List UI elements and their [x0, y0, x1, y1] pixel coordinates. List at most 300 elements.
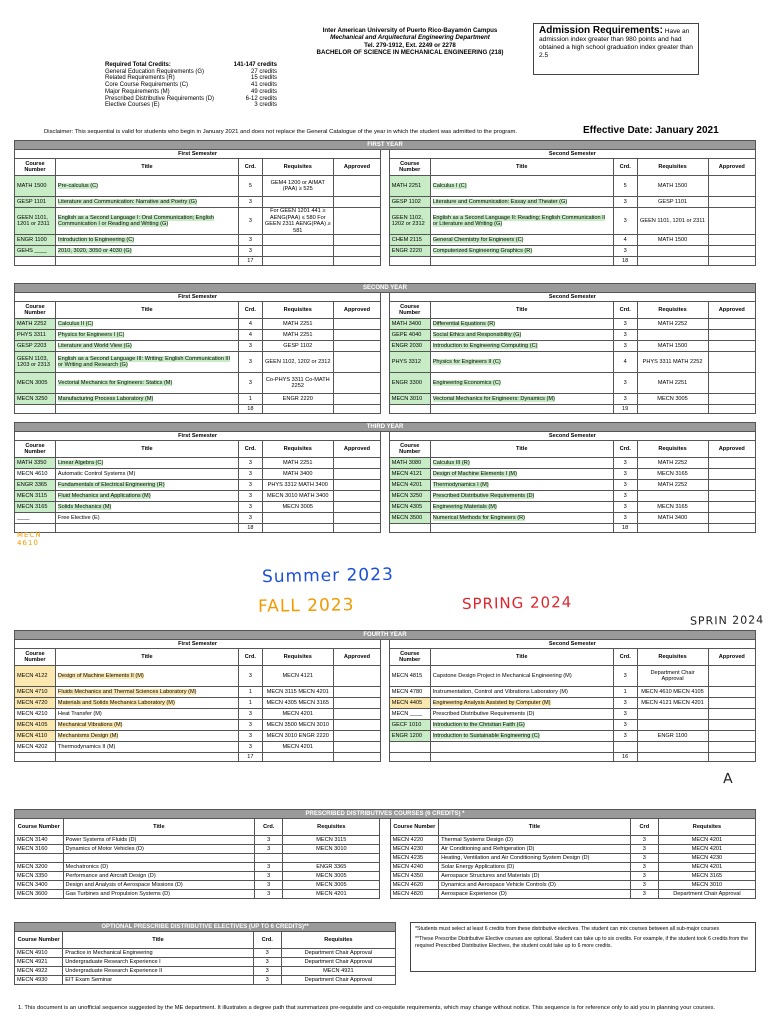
course-row [15, 176, 756, 197]
course-number: MECN 4820 [390, 890, 439, 899]
column-header: Crd. [255, 819, 283, 836]
course-row [15, 502, 756, 513]
course-row [15, 352, 756, 373]
column-gap [381, 246, 390, 257]
course-title-highlight: Manufacturing Process Laboratory (M) [57, 395, 154, 402]
approved-cell [333, 458, 380, 469]
course-requisites [262, 246, 333, 257]
course-requisites: MECN 3010 [283, 845, 380, 854]
total-blank [430, 257, 613, 266]
course-requisites: MECN 4201 [262, 742, 333, 753]
course-title [430, 513, 613, 524]
course-title-highlight: Introduction to Sustainable Engineering (C) [432, 732, 540, 739]
course-title [55, 720, 238, 731]
credit-value: 15 credits [250, 75, 277, 82]
course-number: MECN 4202 [15, 742, 56, 753]
course-credits: 4 [613, 352, 637, 373]
credit-value: 27 credits [250, 68, 277, 75]
column-header: Crd. [253, 932, 281, 949]
course-title: Heat Transfer (M) [55, 709, 238, 720]
column-header: Course Number [15, 649, 56, 666]
course-credits: 3 [613, 246, 637, 257]
department-name: Mechanical and Arquitectural Engineering Department [330, 34, 490, 42]
course-number: GESP 1102 [389, 197, 430, 208]
first-semester-label: First Semester [15, 150, 381, 159]
course-credits: 3 [613, 731, 637, 742]
course-number: MECN 4921 [15, 958, 63, 967]
course-number: MECN 4922 [15, 967, 63, 976]
course-title [55, 341, 238, 352]
course-title-highlight: Design of Machine Elements II (M) [57, 672, 144, 679]
column-gap [381, 720, 390, 731]
course-title-highlight: Vectorial Mechanics for Engineers: Dynamics (M) [432, 395, 555, 402]
course-number: MECN 3200 [15, 863, 64, 872]
course-requisites: PHYS 3311 MATH 2252 [637, 352, 708, 373]
total-blank [333, 405, 380, 414]
column-header: Course Number [389, 159, 430, 176]
course-title: Capstone Design Project in Mechanical Engineering (M) [430, 666, 613, 687]
course-title [430, 502, 613, 513]
approved-cell [333, 319, 380, 330]
course-title [63, 854, 255, 863]
column-gap [381, 432, 390, 441]
column-header: Approved [333, 302, 380, 319]
course-title [430, 208, 613, 235]
column-gap [380, 854, 390, 863]
course-credits: 3 [239, 513, 263, 524]
course-credits: 1 [239, 687, 263, 698]
totals-row [15, 405, 756, 414]
course-requisites: PHYS 3312 MATH 3400 [262, 480, 333, 491]
course-title-highlight: English as a Second Language II: Reading; English Communication II or Literature and Writing (G) [432, 214, 606, 227]
course-title [55, 666, 238, 687]
approved-cell [333, 698, 380, 709]
column-header: Course Number [390, 819, 439, 836]
course-credits: 3 [239, 709, 263, 720]
column-header: Crd. [613, 441, 637, 458]
approved-cell [708, 742, 755, 753]
course-row [15, 197, 756, 208]
institution-header [290, 27, 530, 56]
course-credits: 3 [613, 698, 637, 709]
total-blank [15, 753, 56, 762]
course-requisites: MECN 4201 [262, 709, 333, 720]
year-title: FIRST YEAR [15, 141, 756, 150]
course-number: MECN ____ [389, 709, 430, 720]
course-credits: 3 [630, 845, 658, 854]
course-title [55, 319, 238, 330]
column-header: Approved [708, 649, 755, 666]
year-title: SECOND YEAR [15, 284, 756, 293]
column-header: Crd. [239, 159, 263, 176]
year-bar-row [15, 284, 756, 293]
column-gap [381, 302, 390, 319]
course-credits: 3 [239, 373, 263, 394]
course-requisites: MECN 4201 [658, 845, 755, 854]
column-gap [380, 845, 390, 854]
column-header: Approved [708, 441, 755, 458]
course-requisites: ENGR 1100 [637, 731, 708, 742]
course-requisites: MATH 2251 [262, 330, 333, 341]
course-credits: 3 [239, 458, 263, 469]
approved-cell [708, 687, 755, 698]
course-requisites [637, 709, 708, 720]
course-title-highlight: Thermodynamics I (M) [432, 481, 489, 488]
course-requisites [637, 330, 708, 341]
total-blank [708, 405, 755, 414]
optional-row [15, 958, 396, 967]
disclaimer: Disclaimer: This sequential is valid for students who begin in January 2021 and does not replace the General Catalogue of the year in which the student was admitted to the program. [44, 129, 518, 135]
column-header: Requisites [658, 819, 755, 836]
column-header: Title [55, 441, 238, 458]
approved-cell [708, 319, 755, 330]
semester-total: 18 [239, 405, 263, 414]
total-blank [55, 405, 238, 414]
course-title [55, 491, 238, 502]
year-bar-row [15, 631, 756, 640]
course-requisites: MECN 4305 MECN 3165 [262, 698, 333, 709]
course-credits: 3 [255, 863, 283, 872]
column-gap [381, 441, 390, 458]
total-blank [262, 524, 333, 533]
approved-cell [333, 352, 380, 373]
course-number: MECN 4122 [15, 666, 56, 687]
column-header: Requisites [637, 159, 708, 176]
note-1: *Students must select at least 6 credits from these distributive electives. The student can mix courses between all sub-major courses [415, 926, 720, 932]
column-gap [381, 709, 390, 720]
course-credits: 3 [613, 330, 637, 341]
course-requisites: GEM4 1200 or AIMAT (PAA) ≥ 525 [262, 176, 333, 197]
course-number: MECN 4230 [390, 845, 439, 854]
column-gap [381, 293, 390, 302]
course-number: MECN 4780 [389, 687, 430, 698]
course-number: ENGR 2220 [389, 246, 430, 257]
optional-row [15, 976, 396, 985]
handwritten-margin-note: MECN 4610 [16, 530, 42, 548]
fourth-year-table [14, 630, 756, 762]
total-blank [430, 524, 613, 533]
approved-cell [708, 341, 755, 352]
total-blank [333, 753, 380, 762]
course-number: PHYS 3312 [389, 352, 430, 373]
column-gap [380, 872, 390, 881]
approved-cell [708, 502, 755, 513]
course-title [430, 197, 613, 208]
course-credits: 3 [613, 197, 637, 208]
prescribed-row [15, 854, 756, 863]
course-title [430, 742, 613, 753]
course-requisites: MECN 3005 [262, 502, 333, 513]
semester-header-row [15, 150, 756, 159]
optional-electives-table [14, 922, 396, 985]
prescribed-row [15, 872, 756, 881]
course-credits: 3 [239, 480, 263, 491]
course-number: GECF 1010 [389, 720, 430, 731]
course-row [15, 666, 756, 687]
handwritten-spring: SPRING 2024 [461, 593, 573, 613]
approved-cell [333, 330, 380, 341]
course-credits: 3 [239, 208, 263, 235]
approved-cell [708, 246, 755, 257]
total-blank [637, 257, 708, 266]
column-header: Approved [333, 159, 380, 176]
credit-value: 41 credits [250, 82, 277, 89]
course-requisites [637, 720, 708, 731]
course-requisites [637, 246, 708, 257]
course-credits: 3 [239, 491, 263, 502]
course-requisites: MECN 4121 [262, 666, 333, 687]
course-title-highlight: Design of Machine Elements I (M) [432, 470, 517, 477]
credit-row [105, 89, 277, 96]
course-credits: 3 [239, 720, 263, 731]
course-requisites: MECN 3010 ENGR 2220 [262, 731, 333, 742]
total-blank [637, 405, 708, 414]
column-header: Crd. [613, 159, 637, 176]
approved-cell [333, 208, 380, 235]
third-year-table [14, 422, 756, 533]
course-number: MECN 4405 [389, 698, 430, 709]
column-gap [381, 666, 390, 687]
course-credits: 3 [255, 872, 283, 881]
course-credits: 3 [630, 881, 658, 890]
credit-value: 141-147 credits [233, 62, 277, 68]
column-header: Course Number [389, 302, 430, 319]
course-requisites: MECN 3115 [283, 836, 380, 845]
course-number: ENGR 1200 [389, 731, 430, 742]
first-semester-label: First Semester [15, 432, 381, 441]
course-title [430, 373, 613, 394]
column-header: Course Number [15, 302, 56, 319]
second-semester-label: Second Semester [389, 640, 755, 649]
credit-row [105, 62, 277, 69]
course-title-highlight: Introduction to Engineering (C) [57, 236, 135, 243]
course-title-highlight: Engineering Materials (M) [432, 503, 497, 510]
course-row [15, 246, 756, 257]
course-credits: 4 [239, 330, 263, 341]
course-requisites: MECN 3165 [658, 872, 755, 881]
course-credits: 3 [630, 854, 658, 863]
course-requisites [283, 854, 380, 863]
total-blank [637, 524, 708, 533]
credit-row [105, 75, 277, 82]
course-title: Practice in Mechanical Engineering [63, 949, 254, 958]
approved-cell [708, 235, 755, 246]
column-gap [381, 524, 390, 533]
column-gap [381, 235, 390, 246]
admission-text: Have an admission index greater than 980 points and had obtained a high school graduation index greater than 2.5 [539, 28, 693, 59]
column-header: Requisites [637, 649, 708, 666]
note-2: **These Prescribe Distributive Elective courses are optional. Student can take up to six credits. For example, if the student took 6 credits from the required Prescribed Distributive Electives, the student could take up to 6 more credits. [415, 936, 749, 949]
course-title: Aerospace Experience (D) [439, 890, 631, 899]
approved-cell [333, 513, 380, 524]
course-requisites: Department Chair Approval [281, 976, 395, 985]
course-credits: 3 [239, 742, 263, 753]
course-requisites: Department Chair Approval [637, 666, 708, 687]
optional-title: OPTIONAL PRESCRIBE DISTRIBUTIVE ELECTIVES (UP TO 6 CREDITS)** [15, 923, 396, 932]
course-credits: 3 [239, 731, 263, 742]
course-number: MECN 3500 [389, 513, 430, 524]
course-number: MECN 4710 [15, 687, 56, 698]
course-number [389, 742, 430, 753]
credit-label: Related Requirements (R) [105, 75, 175, 82]
course-title [430, 698, 613, 709]
notes-box [410, 922, 756, 972]
course-requisites: GEEN 1101, 1201 or 2311 [637, 208, 708, 235]
course-title: Performance and Aircraft Design (D) [63, 872, 255, 881]
course-credits: 3 [239, 341, 263, 352]
approved-cell [708, 666, 755, 687]
course-title [430, 319, 613, 330]
semester-total: 18 [613, 524, 637, 533]
totals-row [15, 524, 756, 533]
course-credits: 1 [613, 687, 637, 698]
course-credits: 4 [239, 319, 263, 330]
course-title [430, 246, 613, 257]
credit-summary [105, 62, 277, 109]
course-requisites: Co-PHYS 3311 Co-MATH 2252 [262, 373, 333, 394]
course-requisites: GEEN 1102, 1202 or 2312 [262, 352, 333, 373]
total-blank [389, 753, 430, 762]
column-header: Title [430, 441, 613, 458]
column-gap [381, 513, 390, 524]
course-number: MECN 3250 [389, 491, 430, 502]
course-title: Automatic Control Systems (M) [55, 469, 238, 480]
total-blank [55, 753, 238, 762]
course-title [55, 373, 238, 394]
course-title: Dynamics and Aerospace Vehicle Controls (D) [439, 881, 631, 890]
approved-cell [333, 394, 380, 405]
approved-cell [708, 720, 755, 731]
course-number: MECN 4620 [390, 881, 439, 890]
course-title-highlight: English as a Second Language III: Writing; English Communication III or Writing and Research (G) [57, 355, 231, 368]
course-number: MECN 3350 [15, 872, 64, 881]
semester-total: 17 [239, 257, 263, 266]
course-credits: 3 [630, 872, 658, 881]
course-title [430, 176, 613, 197]
course-requisites [262, 513, 333, 524]
course-credits: 3 [613, 720, 637, 731]
course-row [15, 373, 756, 394]
course-credits [613, 742, 637, 753]
course-title [55, 698, 238, 709]
course-requisites: Department Chair Approval [281, 958, 395, 967]
column-header: Course Number [15, 819, 64, 836]
course-credits: 3 [255, 881, 283, 890]
course-title [55, 394, 238, 405]
column-gap [381, 150, 390, 159]
course-requisites: MATH 2252 [637, 319, 708, 330]
approved-cell [333, 709, 380, 720]
prescribed-row [15, 836, 756, 845]
credit-value: 6-12 credits [245, 95, 277, 102]
course-credits: 3 [239, 197, 263, 208]
course-title-highlight: Solids Mechanics (M) [57, 503, 112, 510]
course-title-highlight: Fundamentals of Electrical Engineering (R) [57, 481, 165, 488]
course-credits: 1 [239, 698, 263, 709]
course-title: Mechatronics (D) [63, 863, 255, 872]
column-gap [381, 469, 390, 480]
course-title [55, 458, 238, 469]
column-gap [381, 731, 390, 742]
year-bar-row [15, 423, 756, 432]
column-header: Title [63, 932, 254, 949]
column-gap [380, 819, 390, 836]
course-credits: 3 [253, 958, 281, 967]
course-requisites: MECN 3115 MECN 4201 [262, 687, 333, 698]
column-header: Title [430, 649, 613, 666]
course-title [55, 352, 238, 373]
course-number [15, 854, 64, 863]
course-title [55, 687, 238, 698]
optional-header-row [15, 932, 396, 949]
course-number: GEHS ____ [15, 246, 56, 257]
total-blank [262, 753, 333, 762]
course-number: GESP 2203 [15, 341, 56, 352]
course-number: MATH 2252 [15, 319, 56, 330]
phone-line: Tel. 279-1912, Ext. 2249 or 2278 [364, 41, 456, 49]
column-gap [381, 176, 390, 197]
course-number: GEEN 1101, 1201 or 2311 [15, 208, 56, 235]
year-title: THIRD YEAR [15, 423, 756, 432]
column-header: Requisites [262, 302, 333, 319]
second-semester-label: Second Semester [389, 150, 755, 159]
course-number: MATH 3080 [389, 458, 430, 469]
course-credits: 3 [613, 502, 637, 513]
column-gap [381, 687, 390, 698]
approved-cell [708, 698, 755, 709]
total-blank [55, 257, 238, 266]
total-blank [389, 524, 430, 533]
approved-cell [708, 176, 755, 197]
course-credits: 3 [613, 469, 637, 480]
course-credits: 1 [239, 394, 263, 405]
course-credits: 3 [253, 949, 281, 958]
course-title-highlight: Calculus II (C) [57, 320, 94, 327]
course-title: Free Elective (E) [55, 513, 238, 524]
approved-cell [333, 666, 380, 687]
course-number: ENGR 3365 [15, 480, 56, 491]
course-title-highlight: Engineering Economics (C) [432, 379, 501, 386]
course-credits: 3 [613, 480, 637, 491]
course-number: ____ [15, 513, 56, 524]
prescribed-title: PRESCRIBED DISTRIBUTIVES COURSES (6 CREDITS) * [15, 810, 756, 819]
course-number: MATH 1500 [15, 176, 56, 197]
column-gap [381, 742, 390, 753]
course-row [15, 469, 756, 480]
course-number: MECN 4930 [15, 976, 63, 985]
course-requisites: Department Chair Approval [281, 949, 395, 958]
course-number: MECN 4305 [389, 502, 430, 513]
course-title-highlight: Introduction to Engineering Computing (C) [432, 342, 538, 349]
column-gap [381, 649, 390, 666]
column-header: Course Number [389, 649, 430, 666]
column-header-row [15, 302, 756, 319]
course-title-highlight: Linear Algebra (C) [57, 459, 104, 466]
handwritten-fall: FALL 2023 [257, 595, 355, 617]
approved-cell [333, 176, 380, 197]
course-row [15, 698, 756, 709]
course-requisites: MATH 1500 [637, 176, 708, 197]
course-number: MECN 3115 [15, 491, 56, 502]
course-number: MECN 3005 [15, 373, 56, 394]
course-row [15, 491, 756, 502]
course-credits: 3 [239, 502, 263, 513]
semester-header-row [15, 640, 756, 649]
course-requisites: Department Chair Approval [658, 890, 755, 899]
course-row [15, 394, 756, 405]
column-gap [381, 394, 390, 405]
course-number: ENGR 1100 [15, 235, 56, 246]
